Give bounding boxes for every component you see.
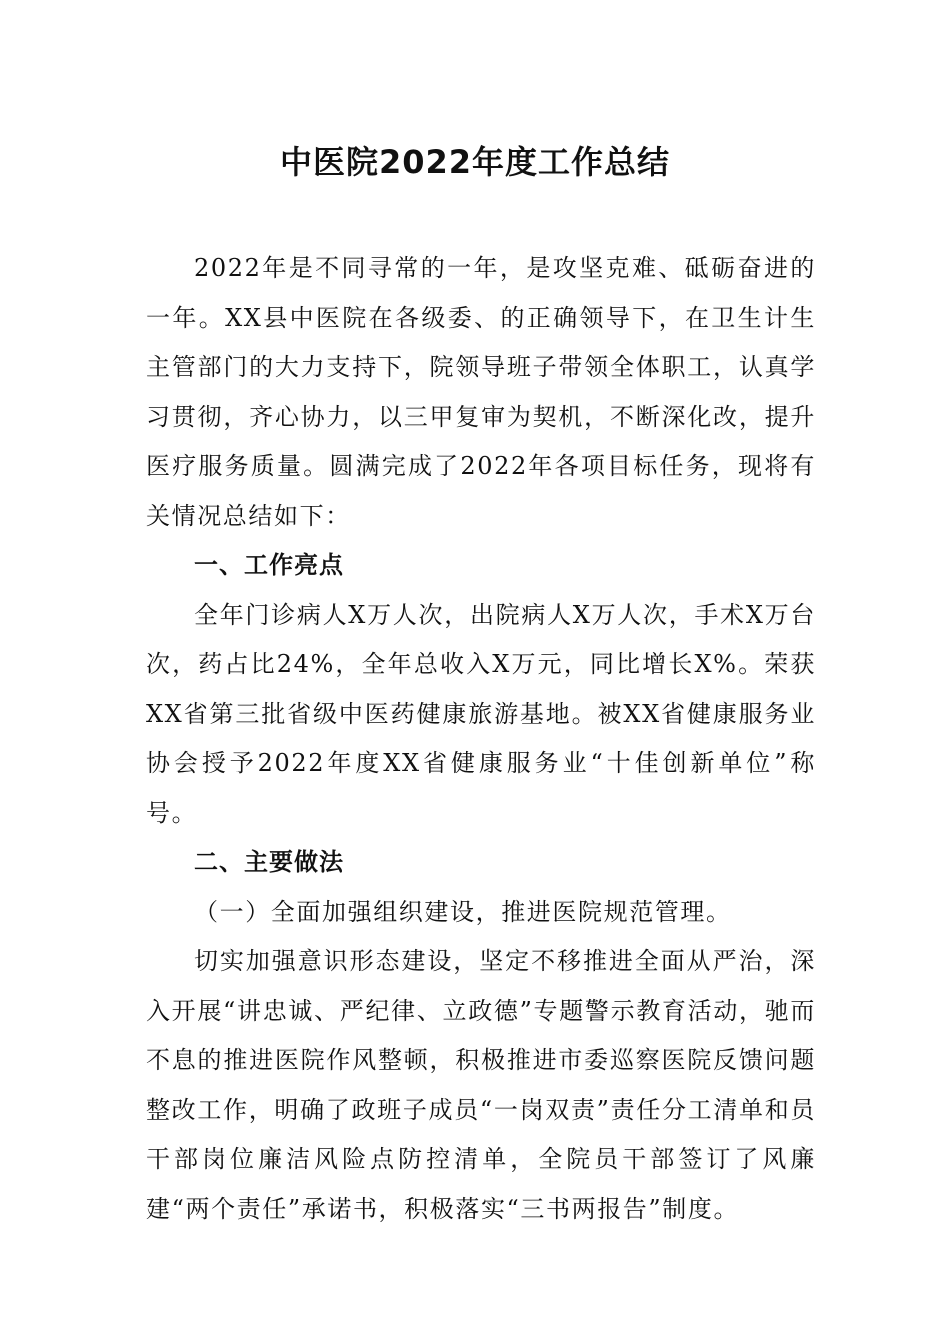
document-title: 中医院2022年度工作总结 [279,143,671,181]
highlights-paragraph: 全年门诊病人X万人次，出院病人X万人次，手术X万台次，药占比24%，全年总收入X万元，同比增长X%。荣获XX省第三批省级中医药健康旅游基地。被XX省健康服务业协会授予2022年度XX省健康服务业“十佳创新单位”称号。 [146,600,816,827]
section-heading-main-practices: 二、主要做法 [194,848,344,876]
subsection-heading-organization: （一）全面加强组织建设，推进医院规范管理。 [194,897,732,926]
intro-paragraph: 2022年是不同寻常的一年，是攻坚克难、砥砺奋进的一年。XX县中医院在各级委、的正确领导下，在卫生计生主管部门的大力支持下，院领导班子带领全体职工，认真学习贯彻，齐心协力，以三甲复审为契机，不断深化改，提升医疗服务质量。圆满完成了2022年各项目标任务，现将有关情况总结如下： [146,254,816,530]
organization-paragraph: 切实加强意识形态建设，坚定不移推进全面从严治，深入开展“讲忠诚、严纪律、立政德”专题警示教育活动，驰而不息的推进医院作风整顿，积极推进市委巡察医院反馈问题整改工作，明确了政班子成员“一岗双责”责任分工清单和员干部岗位廉洁风险点防控清单，全院员干部签订了风廉建“两个责任”承诺书，积极落实“三书两报告”制度。 [146,947,816,1223]
section-heading-highlights: 一、工作亮点 [194,551,344,579]
document-body [146,244,816,1234]
